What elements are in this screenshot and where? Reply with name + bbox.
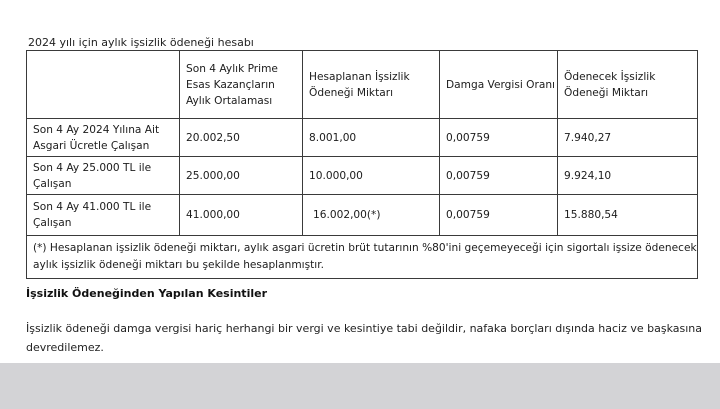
row-label: Son 4 Ay 41.000 TL ile Çalışan xyxy=(27,195,180,236)
table-row xyxy=(27,119,698,157)
calculated-benefit-value: 8.001,00 xyxy=(303,119,440,157)
table-footnote: (*) Hesaplanan işsizlik ödeneği miktarı, aylık asgari ücretin brüt tutarının %80'ini geçemeyeceği için sigortalı işsize ödenecek aylık işsizlik ödeneği miktarı bu şekilde hesaplanmıştır. xyxy=(27,236,698,279)
section-paragraph: İşsizlik ödeneği damga vergisi hariç herhangi bir vergi ve kesintiye tabi değildir, nafaka borçları dışında haciz ve başkasına devredilemez. xyxy=(26,322,702,354)
header-cell-calculated-benefit: Hesaplanan İşsizlik Ödeneği Miktarı xyxy=(303,51,440,119)
table-row xyxy=(27,195,698,236)
unemployment-benefit-table xyxy=(26,50,698,279)
average-earnings-value: 25.000,00 xyxy=(180,157,303,195)
payable-benefit-value: 15.880,54 xyxy=(558,195,698,236)
header-cell-average-earnings: Son 4 Aylık Prime Esas Kazançların Aylık Ortalaması xyxy=(180,51,303,119)
calculated-benefit-value: 10.000,00 xyxy=(303,157,440,195)
row-label: Son 4 Ay 25.000 TL ile Çalışan xyxy=(27,157,180,195)
stamp-tax-rate-value: 0,00759 xyxy=(440,195,558,236)
header-cell-empty xyxy=(27,51,180,119)
section-title: İşsizlik Ödeneğinden Yapılan Kesintiler xyxy=(26,287,267,300)
table-row xyxy=(27,157,698,195)
average-earnings-value: 20.002,50 xyxy=(180,119,303,157)
payable-benefit-value: 7.940,27 xyxy=(558,119,698,157)
header-cell-stamp-tax-rate: Damga Vergisi Oranı xyxy=(440,51,558,119)
table-note-row xyxy=(27,236,698,279)
stamp-tax-rate-value: 0,00759 xyxy=(440,119,558,157)
average-earnings-value: 41.000,00 xyxy=(180,195,303,236)
calculated-benefit-value: 16.002,00(*) xyxy=(303,195,440,236)
row-label: Son 4 Ay 2024 Yılına Ait Asgari Ücretle Çalışan xyxy=(27,119,180,157)
stamp-tax-rate-value: 0,00759 xyxy=(440,157,558,195)
header-cell-payable-benefit: Ödenecek İşsizlik Ödeneği Miktarı xyxy=(558,51,698,119)
table-header-row xyxy=(27,51,698,119)
payable-benefit-value: 9.924,10 xyxy=(558,157,698,195)
table-caption: 2024 yılı için aylık işsizlik ödeneği hesabı xyxy=(28,36,254,49)
